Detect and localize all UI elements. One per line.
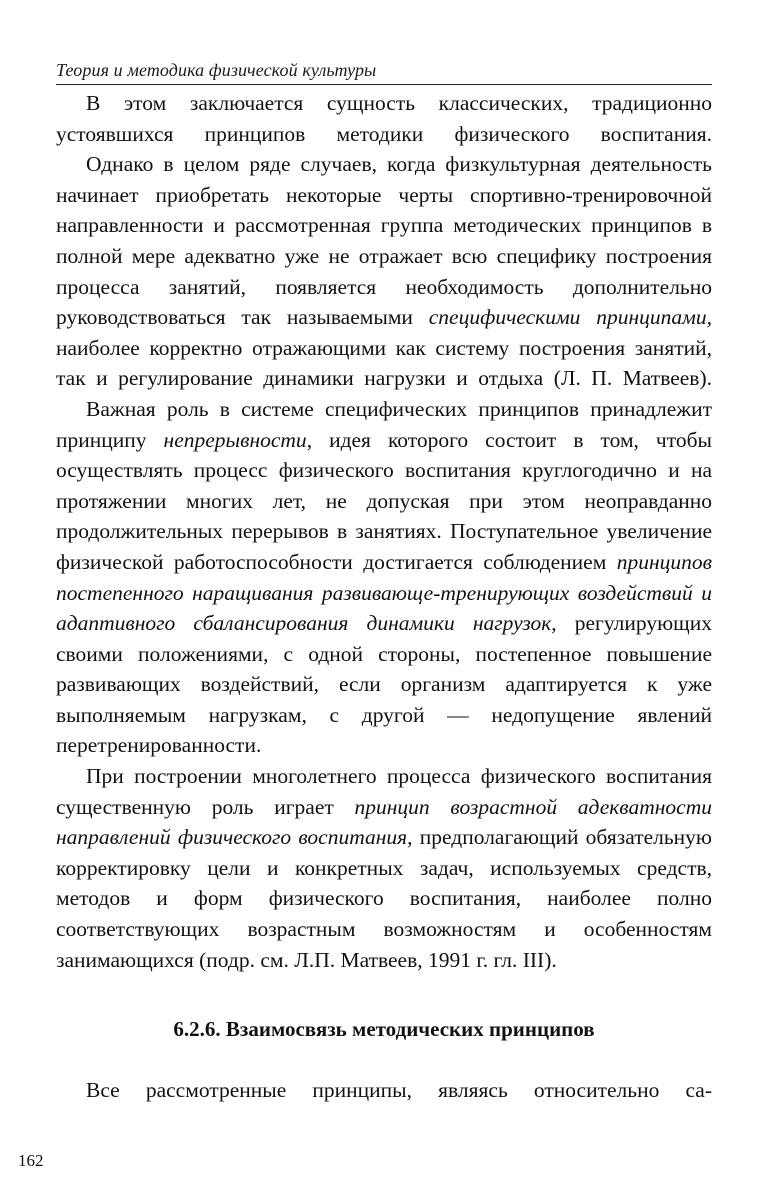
section-heading: 6.2.6. Взаимосвязь методических принципов [173,1017,595,1041]
age-adequacy-term: принцип возрастной адекватности направлений физического воспитания, [56,794,712,850]
specific-principles-term: специфическими принципами, [428,305,713,330]
paragraph-2-part-1: Однако в целом ряде случаев, когда физкультурная деятельность начинает приобретать некоторые черты спортивно-тренировочной направленности и рассмотренная группа методических принципов в полной мере адекватно уже не отражает всю специфику построения процесса занятий, появляется необходимость дополнительно руководствоваться так называемыми [56,152,712,330]
paragraph-4 [56,761,712,975]
paragraph-4-part-2: предполагающий обязательную корректировку цели и конкретных задач, используемых средств, методов и форм физического воспитания, наиболее полно соответствующих возрастным возможностям и особенностям занимающихся (подр. см. Л.П. Матвеев, 1991 г. гл. III). [56,825,712,972]
paragraph-2 [56,149,712,394]
paragraph-3-part-3: регулирующих своими положениями, с одной стороны, постепенное повышение развивающих воздействий, если организм адаптируется к уже выполняемым нагрузкам, с другой — недопущение явлений перетренированности. [56,611,712,758]
paragraph-3-part-1: Важная роль в системе специфических принципов принадлежит принципу [56,396,712,452]
paragraph-3-part-2: , идея которого состоит в том, чтобы осуществлять процесс физического воспитания круглогодично и на протяжении многих лет, не допуская при этом неоправданно продолжительных перерывов в занятиях. Поступательное увеличение физической работоспособности достигается соблюдением [56,427,712,574]
paragraph-3 [56,394,712,761]
paragraph-1: В этом заключается сущность классических, традиционно устоявшихся принципов методики физического воспитания. [56,91,712,146]
paragraph-2-part-2: наиболее корректно отражающими как систему построения занятий, так и регулирование динамики нагрузки и отдыха (Л. П. Матвеев). [56,335,712,391]
paragraph-4-part-1: При построении многолетнего процесса физического воспитания существенную роль играет [56,764,712,819]
page-number: 162 [18,1151,44,1170]
continuity-term: непрерывности [163,427,307,452]
closing-paragraph: Все рассмотренные принципы, являясь относительно са- [86,1078,712,1102]
body-text [56,88,712,975]
gradual-increase-term: принципов постепенного наращивания развивающе-тренирующих воздействий и адаптивного сбалансирования динамики нагрузок, [56,549,712,636]
running-title: Теория и методика физической культуры [56,60,377,80]
closing-text [56,1075,712,1106]
header-rule [56,84,712,85]
